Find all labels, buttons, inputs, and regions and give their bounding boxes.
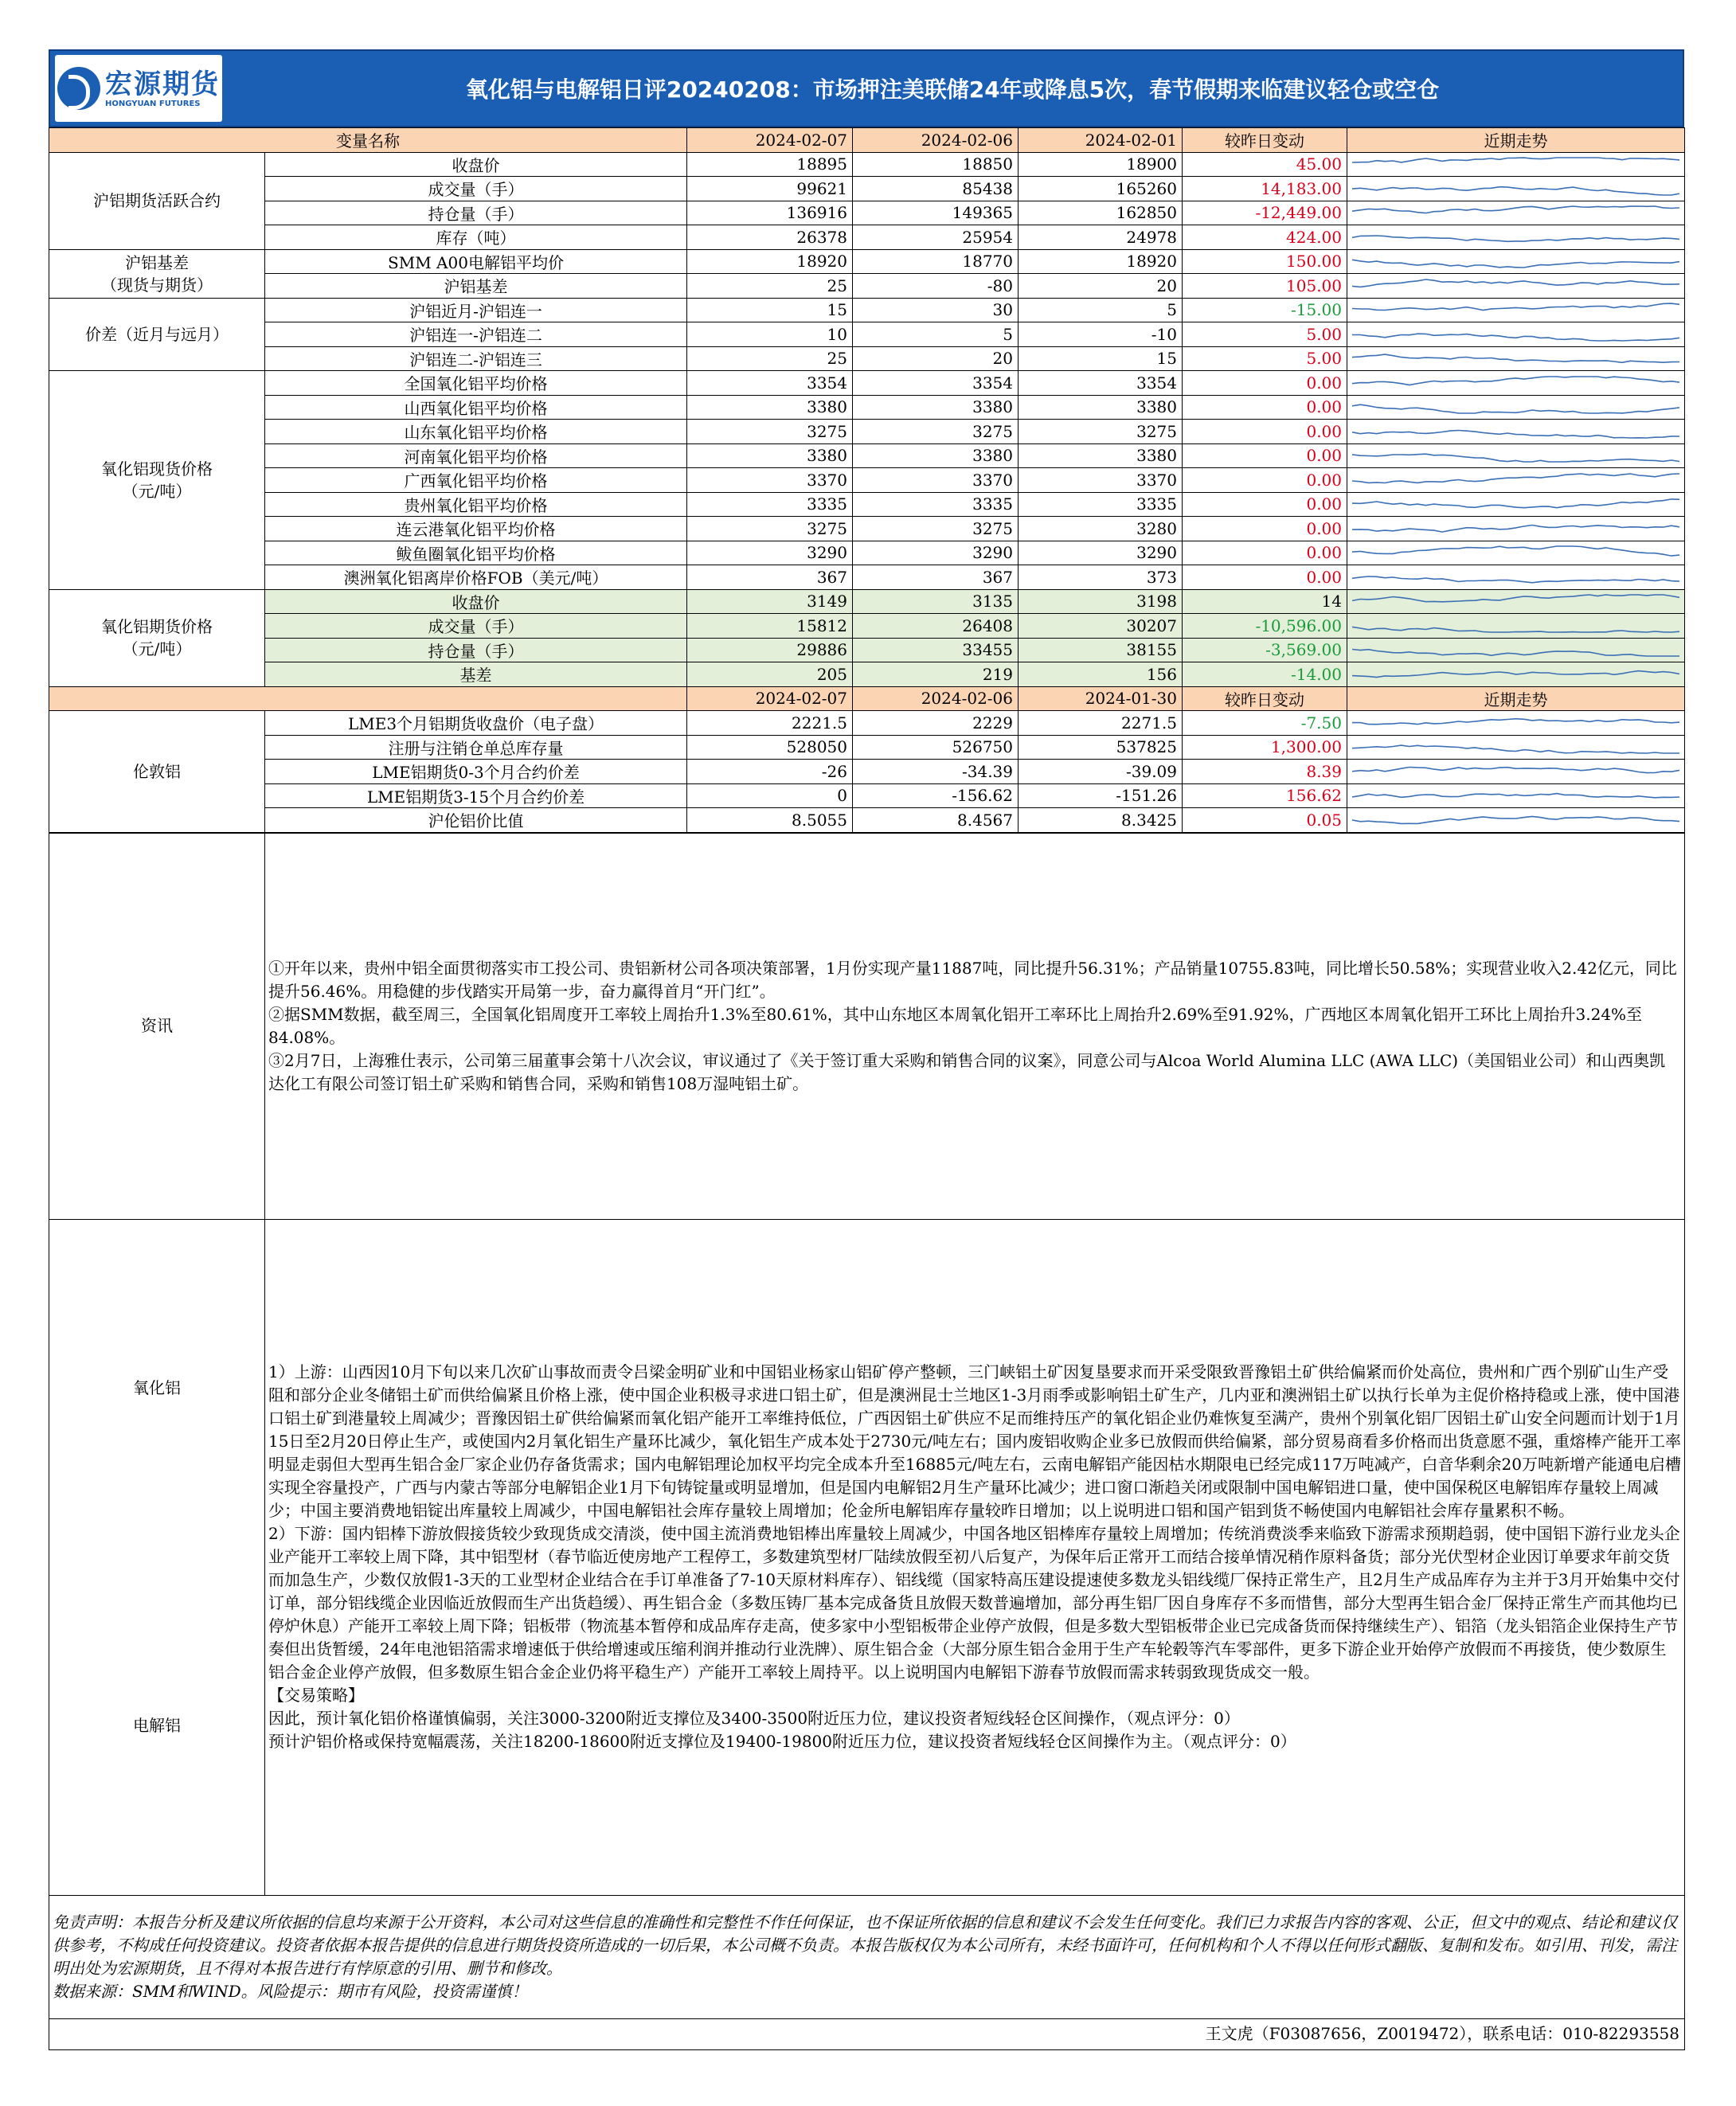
sparkline (1352, 446, 1679, 465)
trend-cell (1347, 177, 1685, 201)
report-title: 氧化铝与电解铝日评20240208：市场押注美联储24年或降息5次，春节假期来临建议轻仓或空仓 (465, 76, 1440, 103)
value-cell: 3275 (1019, 420, 1183, 444)
value-cell: 3380 (853, 395, 1019, 420)
value-cell: 2229 (853, 711, 1019, 736)
table-row (49, 589, 1685, 614)
value-cell: 3198 (1019, 589, 1183, 614)
value-cell: 3335 (1019, 492, 1183, 517)
value-cell: 3380 (1019, 395, 1183, 420)
header-var-name: 变量名称 (49, 128, 687, 153)
value-cell: 25 (687, 346, 853, 371)
value-cell: 3335 (853, 492, 1019, 517)
variable-name: 注册与注销仓单总库存量 (265, 735, 687, 760)
category-cell: 沪铝期货活跃合约 (49, 152, 265, 249)
paragraph: 预计沪铝价格或保持宽幅震荡，关注18200-18600附近支撑位及19400-19800附近压力位，建议投资者短线轻仓区间操作为主。（观点评分：0） (268, 1732, 1296, 1751)
value-cell: 8.4567 (853, 808, 1019, 833)
table-row (49, 371, 1685, 396)
trend-cell (1347, 638, 1685, 662)
table-row (49, 808, 1685, 833)
variable-name: 持仓量（手） (265, 638, 687, 662)
change-cell: 0.00 (1183, 565, 1347, 590)
value-cell: 15 (687, 298, 853, 322)
trend-cell (1347, 274, 1685, 299)
category-cell: 沪铝基差 （现货与期货） (49, 249, 265, 298)
change-cell: 0.00 (1183, 420, 1347, 444)
sparkline (1352, 154, 1679, 174)
value-cell: 20 (853, 346, 1019, 371)
value-cell: 165260 (1019, 177, 1183, 201)
table-row (49, 201, 1685, 225)
value-cell: 3290 (1019, 541, 1183, 565)
table-row (49, 420, 1685, 444)
variable-name: LME铝期货3-15个月合约价差 (265, 783, 687, 808)
value-cell: 3135 (853, 589, 1019, 614)
value-cell: 3335 (687, 492, 853, 517)
value-cell: 2221.5 (687, 711, 853, 736)
category-cell: 价差（近月与远月） (49, 298, 265, 371)
sparkline (1352, 811, 1679, 830)
sparkline (1352, 422, 1679, 441)
variable-name: 河南氧化铝平均价格 (265, 443, 687, 468)
variable-name: 鲅鱼圈氧化铝平均价格 (265, 541, 687, 565)
trend-cell (1347, 201, 1685, 225)
change-cell: -14.00 (1183, 662, 1347, 687)
variable-name: LME铝期货0-3个月合约价差 (265, 760, 687, 784)
table-row (49, 443, 1685, 468)
value-cell: 26408 (853, 614, 1019, 639)
change-cell: 14,183.00 (1183, 177, 1347, 201)
variable-name: 贵州氧化铝平均价格 (265, 492, 687, 517)
data-table (49, 127, 1685, 833)
logo-cn: 宏源期货 (105, 68, 220, 100)
variable-name: 沪铝连一-沪铝连二 (265, 322, 687, 347)
change-cell: 0.00 (1183, 541, 1347, 565)
value-cell: 136916 (687, 201, 853, 225)
header-change: 较昨日变动 (1183, 686, 1347, 711)
value-cell: 373 (1019, 565, 1183, 590)
trend-cell (1347, 322, 1685, 347)
value-cell: 15 (1019, 346, 1183, 371)
sparkline (1352, 640, 1679, 659)
paragraph: 2）下游：国内铝棒下游放假接货较少致现货成交清淡，使中国主流消费地铝棒出库量较上周减少，中国各地区铝棒库存量较上周增加；传统消费淡季来临致下游需求预期趋弱，使中国铝下游行业龙头企业产能开工率较上周下降，其中铝型材（春节临近使房地产工程停工，多数建筑型材厂陆续放假至初八后复产，为保年后正常开工而结合接单情况稍作原料备货；部分光伏型材企业因订单要求年前交货而加急生产，少数仅放假1-3天的工业型材企业结合在手订单准备了7-10天原材料库存）、铝线缆（国家特高压建设提速使多数龙头铝线缆厂保持正常生产，且2月生产成品库存为主并于3月开始集中交付订单，部分铝线缆企业因临近放假而生产出货趋缓）、再生铝合金（多数压铸厂基本完成备货且放假天数普遍增加，部分再生铝厂因自身库存不多而惜售，部分大型再生铝合金厂保持正常生产而其他均已停炉休息）产能开工率较上周下降；铝板带（物流基本暂停和成品库存走高，使多家中小型铝板带企业停产放假，但是多数大型铝板带企业已完成备货而保持继续生产）、铝箔（龙头铝箔企业保持生产节奏但出货暂缓，24年电池铝箔需求增速低于供给增速或压缩利润并推动行业洗牌）、原生铝合金（大部分原生铝合金用于生产车轮毂等汽车零部件，更多下游企业开始停产放假而不再接货，使少数原生铝合金企业停产放假，但多数原生铝合金企业仍将平稳生产）产能开工率较上周持平。以上说明国内电解铝下游春节放假而需求转弱致现货成交一般。 (268, 1524, 1680, 1682)
trend-cell (1347, 517, 1685, 541)
table-row (49, 638, 1685, 662)
sparkline (1352, 373, 1679, 393)
news-label: 资讯 (49, 833, 265, 1219)
variable-name: 沪伦铝价比值 (265, 808, 687, 833)
value-cell: 26378 (687, 225, 853, 250)
category-cell: 氧化铝现货价格 （元/吨） (49, 371, 265, 590)
value-cell: 3354 (853, 371, 1019, 396)
value-cell: 30207 (1019, 614, 1183, 639)
value-cell: 25954 (853, 225, 1019, 250)
change-cell: 105.00 (1183, 274, 1347, 299)
sparkline (1352, 228, 1679, 247)
sparkline (1352, 300, 1679, 319)
header-change: 较昨日变动 (1183, 128, 1347, 153)
value-cell: 30 (853, 298, 1019, 322)
table-row (49, 735, 1685, 760)
value-cell: 2271.5 (1019, 711, 1183, 736)
value-cell: 162850 (1019, 201, 1183, 225)
sparkline (1352, 494, 1679, 514)
trend-cell (1347, 614, 1685, 639)
table-row (49, 541, 1685, 565)
change-cell: 0.00 (1183, 395, 1347, 420)
variable-name: SMM A00电解铝平均价 (265, 249, 687, 274)
value-cell: 33455 (853, 638, 1019, 662)
trend-cell (1347, 541, 1685, 565)
value-cell: 3380 (687, 443, 853, 468)
value-cell: 18920 (687, 249, 853, 274)
table-row (49, 152, 1685, 177)
paragraph: ①开年以来，贵州中铝全面贯彻落实市工投公司、贵铝新材公司各项决策部署，1月份实现产量11887吨，同比提升56.31%；产品销量10755.83吨，同比增长50.58%；实现营业收入2.42亿元，同比提升56.46%。用稳健的步伐踏实开局第一步，奋力赢得首月“开门红”。 (268, 958, 1677, 1001)
table-row (49, 614, 1685, 639)
table-row (49, 662, 1685, 687)
value-cell: 3280 (1019, 517, 1183, 541)
trend-cell (1347, 565, 1685, 590)
table-row (49, 298, 1685, 322)
table-row (49, 783, 1685, 808)
variable-name: LME3个月铝期货收盘价（电子盘） (265, 711, 687, 736)
value-cell: 526750 (853, 735, 1019, 760)
table-header-row (49, 128, 1685, 153)
trend-cell (1347, 589, 1685, 614)
text-table (49, 833, 1685, 2050)
value-cell: 3275 (687, 517, 853, 541)
value-cell: 3275 (853, 517, 1019, 541)
table-row (49, 274, 1685, 299)
variable-name: 沪铝基差 (265, 274, 687, 299)
paragraph: 免责声明：本报告分析及建议所依据的信息均来源于公开资料，本公司对这些信息的准确性和完整性不作任何保证，也不保证所依据的信息和建议不会发生任何变化。我们已力求报告内容的客观、公正，但文中的观点、结论和建议仅供参考，不构成任何投资建议。投资者依据本报告提供的信息进行期货投资所造成的一切后果，本公司概不负责。本报告版权仅为本公司所有，未经书面许可，任何机构和个人不得以任何形式翻版、复制和发布。如引用、刊发，需注明出处为宏源期货，且不得对本报告进行有悖原意的引用、删节和修改。 (53, 1912, 1677, 1978)
logo-en: HONGYUAN FUTURES (105, 99, 201, 108)
change-cell: 150.00 (1183, 249, 1347, 274)
variable-name: 收盘价 (265, 589, 687, 614)
table-row (49, 565, 1685, 590)
change-cell: -15.00 (1183, 298, 1347, 322)
sparkline (1352, 616, 1679, 635)
value-cell: -151.26 (1019, 783, 1183, 808)
value-cell: -10 (1019, 322, 1183, 347)
variable-name: 基差 (265, 662, 687, 687)
change-cell: 45.00 (1183, 152, 1347, 177)
value-cell: 18900 (1019, 152, 1183, 177)
variable-name: 全国氧化铝平均价格 (265, 371, 687, 396)
change-cell: -10,596.00 (1183, 614, 1347, 639)
header-date: 2024-02-06 (853, 686, 1019, 711)
paragraph: ②据SMM数据，截至周三，全国氧化铝周度开工率较上周抬升1.3%至80.61%，其中山东地区本周氧化铝开工率环比上周抬升2.69%至91.92%，广西地区本周氧化铝开工环比上周抬升3.24%至84.08%。 (268, 1004, 1643, 1047)
category-cell: 伦敦铝 (49, 711, 265, 833)
sparkline (1352, 519, 1679, 538)
variable-name: 持仓量（手） (265, 201, 687, 225)
trend-cell (1347, 346, 1685, 371)
paragraph: 因此，预计氧化铝价格谨慎偏弱，关注3000-3200附近支撑位及3400-3500附近压力位，建议投资者短线轻仓区间操作，（观点评分：0） (268, 1709, 1240, 1728)
change-cell: -3,569.00 (1183, 638, 1347, 662)
paragraph: 数据来源：SMM和WIND。风险提示：期市有风险，投资需谨慎！ (53, 1981, 528, 2001)
change-cell: 14 (1183, 589, 1347, 614)
trend-cell (1347, 298, 1685, 322)
trend-cell (1347, 420, 1685, 444)
trend-cell (1347, 808, 1685, 833)
variable-name: 山东氧化铝平均价格 (265, 420, 687, 444)
category-cell: 氧化铝期货价格 （元/吨） (49, 589, 265, 686)
table-row (49, 346, 1685, 371)
value-cell: 20 (1019, 274, 1183, 299)
sparkline (1352, 543, 1679, 562)
value-cell: 3380 (1019, 443, 1183, 468)
sparkline (1352, 276, 1679, 295)
value-cell: 5 (853, 322, 1019, 347)
header-date: 2024-02-07 (687, 686, 853, 711)
paragraph: 1）上游：山西因10月下旬以来几次矿山事故而责令吕梁金明矿业和中国铝业杨家山铝矿停产整顿，三门峡铝土矿因复垦要求而开采受限致晋豫铝土矿供给偏紧而价处高位，贵州和广西个别矿山生产受阻和部分企业冬储铝土矿而供给偏紧且价格上涨，使中国企业积极寻求进口铝土矿，但是澳洲昆士兰地区1-3月雨季或影响铝土矿生产，几内亚和澳洲铝土矿以执行长单为主促价格持稳或上涨，使中国港口铝土矿到港量较上周减少；晋豫因铝土矿供给偏紧而氧化铝产能开工率维持低位，广西因铝土矿供应不足而维持压产的氧化铝企业仍难恢复至满产，贵州个别氧化铝厂因铝土矿山安全问题而计划于1月15日至2月20日停止生产，或使国内2月氧化铝生产量环比减少，氧化铝生产成本处于2730元/吨左右；国内废铝收购企业多已放假而供给偏紧，部分贸易商看多价格而出货意愿不强，重熔棒产能开工率明显走弱但大型再生铝合金厂家企业仍存备货需求；国内电解铝理论加权平均完全成本升至16885元/吨左右，云南电解铝产能因枯水期限电已经完成117万吨减产，白音华剩余20万吨新增产能通电启槽实现全容量投产，广西与内蒙古等部分电解铝企业1月下旬铸锭量或明显增加，但是国内电解铝2月生产量环比减少；进口窗口渐趋关闭或限制中国电解铝进口量，使中国保税区电解铝库存量较上周减少；中国主要消费地铝锭出库量较上周减少，中国电解铝社会库存量较上周增加；伦金所电解铝库存量较昨日增加；以上说明进口铝和国产铝到货不畅使国内电解铝社会库存量累积不畅。 (268, 1362, 1681, 1520)
table-row (49, 249, 1685, 274)
trend-cell (1347, 225, 1685, 250)
variable-name: 广西氧化铝平均价格 (265, 468, 687, 493)
change-cell: 1,300.00 (1183, 735, 1347, 760)
change-cell: 156.62 (1183, 783, 1347, 808)
change-cell: 0.00 (1183, 492, 1347, 517)
trend-cell (1347, 468, 1685, 493)
value-cell: 3380 (687, 395, 853, 420)
value-cell: 29886 (687, 638, 853, 662)
value-cell: 99621 (687, 177, 853, 201)
table-row (49, 492, 1685, 517)
value-cell: -26 (687, 760, 853, 784)
value-cell: 8.3425 (1019, 808, 1183, 833)
table-row (49, 225, 1685, 250)
change-cell: 0.00 (1183, 468, 1347, 493)
change-cell: -12,449.00 (1183, 201, 1347, 225)
sparkline (1352, 713, 1679, 733)
value-cell: -80 (853, 274, 1019, 299)
value-cell: 3370 (1019, 468, 1183, 493)
value-cell: 18895 (687, 152, 853, 177)
header-date: 2024-02-06 (853, 128, 1019, 153)
table-row (49, 711, 1685, 736)
header-trend: 近期走势 (1347, 128, 1685, 153)
trend-cell (1347, 492, 1685, 517)
value-cell: 10 (687, 322, 853, 347)
trend-cell (1347, 371, 1685, 396)
value-cell: -156.62 (853, 783, 1019, 808)
value-cell: 38155 (1019, 638, 1183, 662)
value-cell: 18770 (853, 249, 1019, 274)
trend-cell (1347, 735, 1685, 760)
table-row (49, 760, 1685, 784)
variable-name: 成交量（手） (265, 177, 687, 201)
variable-name: 库存（吨） (265, 225, 687, 250)
variable-name: 连云港氧化铝平均价格 (265, 517, 687, 541)
value-cell: 156 (1019, 662, 1183, 687)
value-cell: 25 (687, 274, 853, 299)
table-row (49, 177, 1685, 201)
news-text (265, 833, 1685, 1219)
trend-cell (1347, 152, 1685, 177)
change-cell: 5.00 (1183, 346, 1347, 371)
aluminum-label: 电解铝 (133, 1716, 181, 1735)
variable-name: 沪铝连二-沪铝连三 (265, 346, 687, 371)
trend-cell (1347, 395, 1685, 420)
company-logo (55, 55, 222, 122)
value-cell: 3149 (687, 589, 853, 614)
sparkline (1352, 349, 1679, 368)
value-cell: 5 (1019, 298, 1183, 322)
paragraph: 【交易策略】 (268, 1686, 364, 1705)
change-cell: 0.00 (1183, 517, 1347, 541)
value-cell: -39.09 (1019, 760, 1183, 784)
change-cell: 0.00 (1183, 443, 1347, 468)
logo-mark-icon (57, 67, 100, 110)
change-cell: -7.50 (1183, 711, 1347, 736)
header-banner (49, 49, 1684, 127)
sparkline (1352, 203, 1679, 222)
change-cell: 0.00 (1183, 371, 1347, 396)
sparkline (1352, 325, 1679, 344)
value-cell: 537825 (1019, 735, 1183, 760)
trend-cell (1347, 711, 1685, 736)
alumina-label: 氧化铝 (133, 1378, 181, 1397)
header-date: 2024-02-07 (687, 128, 853, 153)
trend-cell (1347, 662, 1685, 687)
value-cell: 528050 (687, 735, 853, 760)
variable-name: 成交量（手） (265, 614, 687, 639)
sparkline (1352, 665, 1679, 684)
change-cell: 8.39 (1183, 760, 1347, 784)
change-cell: 424.00 (1183, 225, 1347, 250)
paragraph: ③2月7日，上海雅仕表示，公司第三届董事会第十八次会议，审议通过了《关于签订重大采购和销售合同的议案》，同意公司与Alcoa World Alumina LLC (AWA LLC)（美国铝业公司）和山西奥凯达化工有限公司签订铝土矿采购和销售合同，采购和销售108万湿吨铝土矿。 (268, 1050, 1666, 1093)
value-cell: 15812 (687, 614, 853, 639)
value-cell: 18920 (1019, 249, 1183, 274)
variable-name: 澳洲氧化铝离岸价格FOB（美元/吨） (265, 565, 687, 590)
value-cell: 3370 (687, 468, 853, 493)
analysis-text (265, 1219, 1685, 1895)
variable-name: 山西氧化铝平均价格 (265, 395, 687, 420)
header-var-name (49, 686, 687, 711)
value-cell: 18850 (853, 152, 1019, 177)
variable-name: 沪铝近月-沪铝连一 (265, 298, 687, 322)
trend-cell (1347, 783, 1685, 808)
header-date: 2024-01-30 (1019, 686, 1183, 711)
value-cell: 0 (687, 783, 853, 808)
table-header-row (49, 686, 1685, 711)
sparkline (1352, 252, 1679, 271)
value-cell: 367 (687, 565, 853, 590)
value-cell: 8.5055 (687, 808, 853, 833)
table-row (49, 517, 1685, 541)
value-cell: 3370 (853, 468, 1019, 493)
value-cell: 205 (687, 662, 853, 687)
value-cell: 367 (853, 565, 1019, 590)
table-row (49, 468, 1685, 493)
value-cell: 3275 (687, 420, 853, 444)
sparkline (1352, 786, 1679, 805)
table-row (49, 322, 1685, 347)
value-cell: 3354 (687, 371, 853, 396)
value-cell: 3290 (853, 541, 1019, 565)
trend-cell (1347, 760, 1685, 784)
value-cell: -34.39 (853, 760, 1019, 784)
sparkline (1352, 592, 1679, 611)
sparkline (1352, 737, 1679, 756)
value-cell: 3290 (687, 541, 853, 565)
sparkline (1352, 471, 1679, 490)
value-cell: 3275 (853, 420, 1019, 444)
value-cell: 3354 (1019, 371, 1183, 396)
header-trend: 近期走势 (1347, 686, 1685, 711)
header-date: 2024-02-01 (1019, 128, 1183, 153)
value-cell: 219 (853, 662, 1019, 687)
change-cell: 0.05 (1183, 808, 1347, 833)
value-cell: 149365 (853, 201, 1019, 225)
sparkline (1352, 179, 1679, 198)
value-cell: 24978 (1019, 225, 1183, 250)
report-page (49, 49, 1684, 2050)
sparkline (1352, 762, 1679, 781)
value-cell: 3380 (853, 443, 1019, 468)
analyst-contact: 王文虎（F03087656，Z0019472），联系电话：010-82293558 (49, 2018, 1685, 2049)
sparkline (1352, 397, 1679, 416)
value-cell: 85438 (853, 177, 1019, 201)
variable-name: 收盘价 (265, 152, 687, 177)
table-row (49, 395, 1685, 420)
analysis-labels (49, 1219, 265, 1895)
trend-cell (1347, 443, 1685, 468)
change-cell: 5.00 (1183, 322, 1347, 347)
sparkline (1352, 568, 1679, 587)
disclaimer (49, 1895, 1685, 2018)
trend-cell (1347, 249, 1685, 274)
